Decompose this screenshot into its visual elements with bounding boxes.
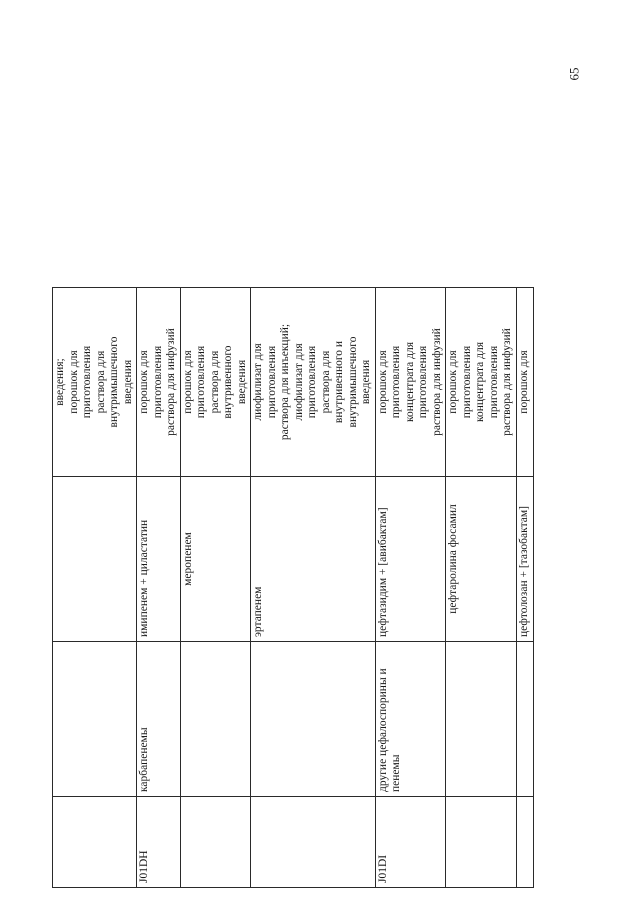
dosage-form-line: порошок для: [517, 350, 530, 414]
dosage-form-line: порошок для: [376, 350, 389, 414]
dosage-form-line: приготовления: [417, 345, 429, 419]
dosage-form-line: раствора для инъекций;: [279, 323, 291, 441]
dosage-form-line: внутривенного и: [333, 340, 345, 424]
dosage-form-line: лиофилизат для: [292, 343, 305, 421]
drug-table: [52, 287, 534, 888]
drug-cell: эртапенем: [251, 477, 376, 642]
dosage-form-line: приготовления: [390, 345, 402, 419]
dosage-form-line: приготовления: [487, 345, 500, 419]
table-row: [446, 288, 517, 888]
dosage-form-line: раствора для: [319, 350, 332, 414]
dosage-form-line: приготовления: [460, 345, 473, 419]
group-cell: [53, 642, 137, 797]
dosage-form-line: внутримышечного: [108, 336, 120, 428]
group-cell: [180, 642, 251, 797]
table-row: [516, 288, 533, 888]
atc-code-cell: [180, 797, 251, 888]
atc-code-cell: J01DI: [375, 797, 446, 888]
dosage-form-line: порошок для: [447, 350, 459, 414]
atc-code-cell: [516, 797, 533, 888]
group-cell: [446, 642, 517, 797]
table-row: [375, 288, 446, 888]
dosage-form-line: введения: [360, 359, 372, 405]
page-number: 65: [566, 67, 582, 81]
drug-cell: меропенем: [180, 477, 251, 642]
dosage-form-cell: [516, 288, 533, 477]
dosage-form-line: приготовления: [265, 345, 278, 419]
table-row: [137, 288, 181, 888]
drug-cell: цефтазидим + [авибактам]: [375, 477, 446, 642]
dosage-form-cell: [446, 288, 517, 477]
atc-code-cell: [251, 797, 376, 888]
dosage-form-line: раствора для инфузий: [165, 328, 177, 436]
dosage-form-cell: [251, 288, 376, 477]
dosage-form-cell: [180, 288, 251, 477]
dosage-form-line: порошок для: [138, 350, 150, 414]
dosage-form-line: концентрата для: [474, 341, 486, 423]
group-cell: [251, 642, 376, 797]
dosage-form-line: раствора для: [208, 350, 221, 414]
atc-code-cell: [53, 797, 137, 888]
dosage-form-line: раствора для: [94, 350, 107, 414]
dosage-form-line: порошок для: [181, 350, 194, 414]
drug-cell: цефтолозан + [тазобактам]: [516, 477, 533, 642]
table-body: [53, 288, 534, 888]
dosage-form-line: введения;: [54, 358, 66, 406]
dosage-form-line: внутривенного: [222, 345, 234, 419]
group-cell: [516, 642, 533, 797]
drug-cell: цефтаролина фосамил: [446, 477, 517, 642]
table-row: [251, 288, 376, 888]
atc-code-cell: J01DH: [137, 797, 181, 888]
group-cell: другие цефалоспорины и пенемы: [375, 642, 446, 797]
dosage-form-line: порошок для: [67, 350, 80, 414]
dosage-form-line: внутримышечного: [346, 336, 359, 428]
dosage-form-cell: [53, 288, 137, 477]
table-row: [53, 288, 137, 888]
dosage-form-line: раствора для инфузий: [430, 328, 443, 436]
dosage-form-line: введения: [121, 359, 134, 405]
dosage-form-line: лиофилизат для: [252, 343, 264, 421]
dosage-form-line: раствора для инфузий: [501, 328, 513, 436]
group-cell: карбапенемы: [137, 642, 181, 797]
drug-cell: имипенем + циластатин: [137, 477, 181, 642]
table-row: [180, 288, 251, 888]
atc-code-cell: [446, 797, 517, 888]
table-rotator: [52, 324, 564, 888]
dosage-form-cell: [375, 288, 446, 477]
dosage-form-line: приготовления: [81, 345, 93, 419]
drug-cell: [53, 477, 137, 642]
dosage-form-line: концентрата для: [403, 341, 416, 423]
dosage-form-line: введения: [235, 359, 248, 405]
dosage-form-line: приготовления: [195, 345, 207, 419]
dosage-form-line: приготовления: [306, 345, 318, 419]
dosage-form-line: приготовления: [151, 345, 164, 419]
dosage-form-cell: [137, 288, 181, 477]
